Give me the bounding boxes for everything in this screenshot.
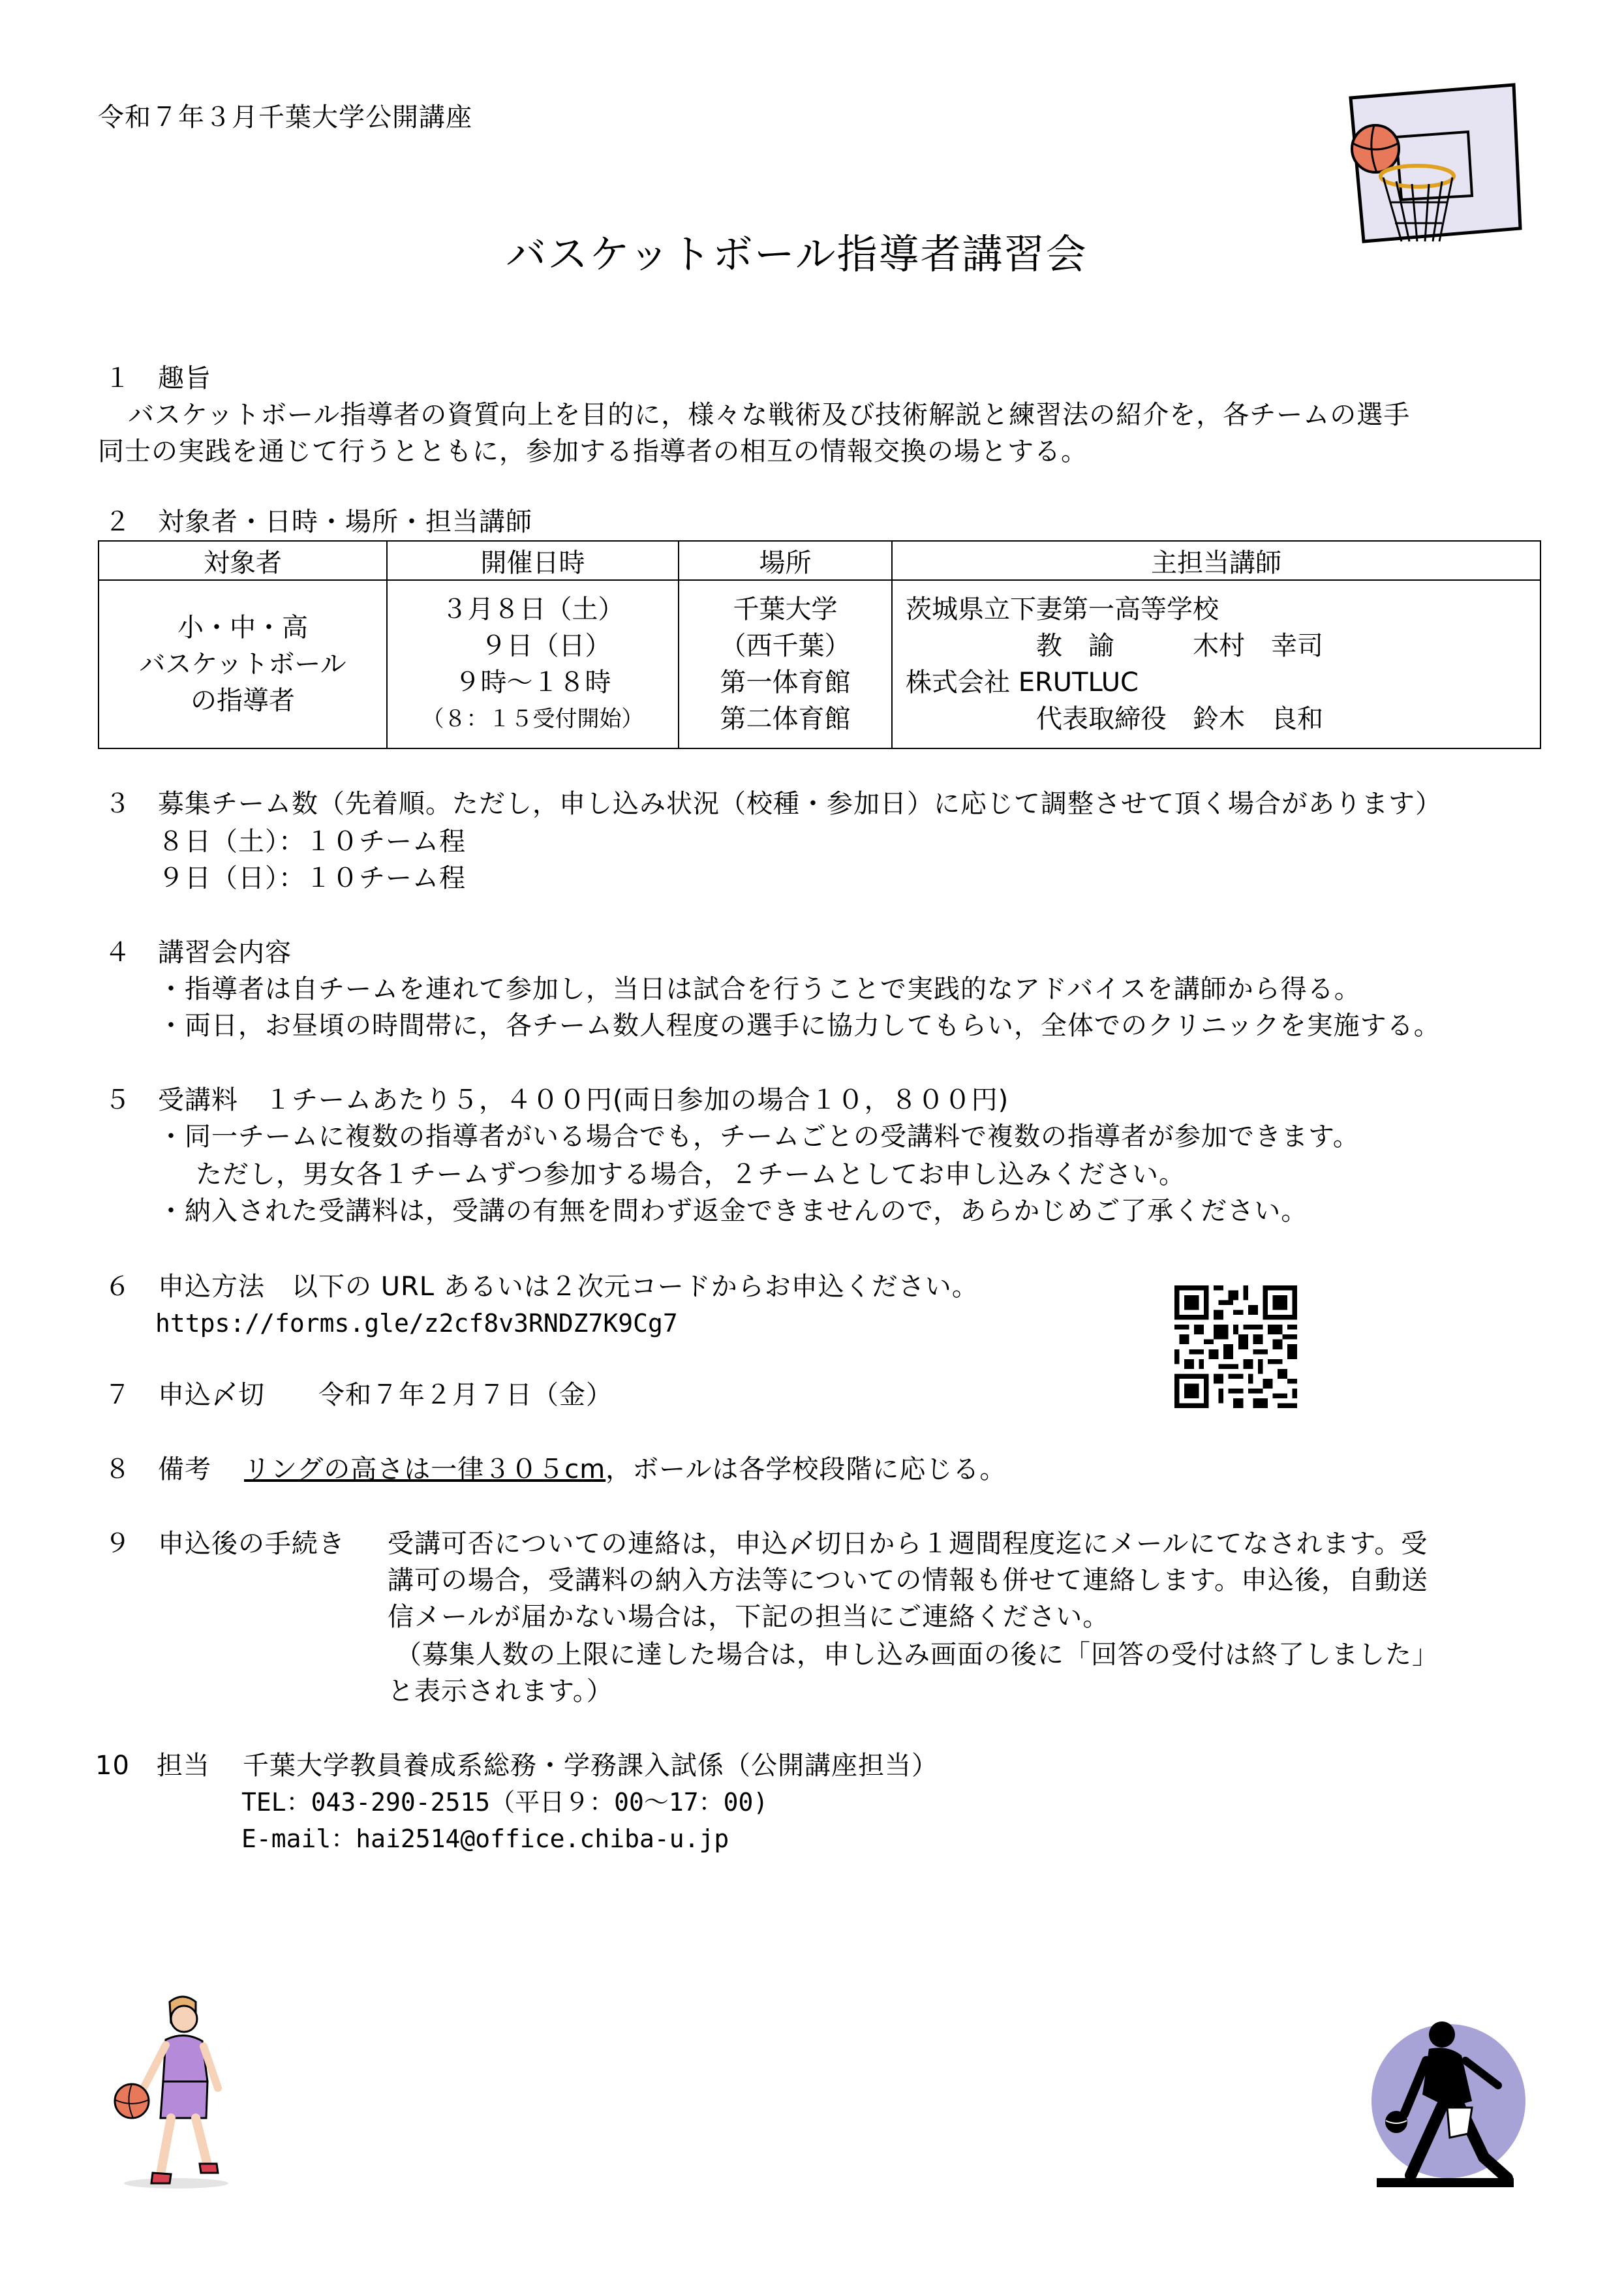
section6-heading: ６ 申込方法 以下の URL あるいは２次元コードからお申込ください。 bbox=[104, 1272, 979, 1302]
basketball-hoop-icon bbox=[1344, 78, 1527, 254]
table-cell-instructors: 茨城県立下妻第一高等学校 教 諭 木村 幸司 株式会社 ERUTLUC 代表取締役 鈴木 良和 bbox=[892, 580, 1540, 748]
schedule-table bbox=[98, 540, 1541, 749]
section5-line1: ・同一チームに複数の指導者がいる場合でも，チームごとの受講料で複数の指導者が参加できます。 bbox=[158, 1122, 1360, 1152]
table-cell-target: 小・中・高 バスケットボール の指導者 bbox=[99, 580, 387, 748]
section9-line1: 受講可否についての連絡は，申込〆切日から１週間程度迄にメールにてなされます。受 bbox=[388, 1529, 1428, 1559]
course-header: 令和７年３月千葉大学公開講座 bbox=[98, 102, 472, 132]
contact-phone: TEL：043-290-2515（平日９：00～17：00) bbox=[241, 1788, 769, 1817]
qr-code-icon[interactable] bbox=[1174, 1285, 1297, 1408]
section4-heading: ４ 講習会内容 bbox=[104, 938, 292, 968]
section5-line3: ・納入された受講料は，受講の有無を問わず返金できませんので，あらかじめご了承ください。 bbox=[158, 1196, 1308, 1226]
table-cell-datetime: ３月８日（土） ９日（日） ９時～１８時 （８：１５受付開始） bbox=[387, 580, 679, 748]
section4-line1: ・指導者は自チームを連れて参加し，当日は試合を行うことで実践的なアドバイスを講師から得る。 bbox=[158, 974, 1361, 1004]
table-header-datetime: 開催日時 bbox=[387, 541, 679, 580]
section9-line2: 講可の場合，受講料の納入方法等についての情報も併せて連絡します。申込後，自動送 bbox=[388, 1565, 1428, 1595]
section1-heading: １ 趣旨 bbox=[104, 363, 211, 393]
section7-deadline: ７ 申込〆切 令和７年２月７日（金） bbox=[104, 1380, 613, 1410]
section9-label: ９ 申込後の手続き bbox=[104, 1529, 345, 1559]
section10-line1: 千葉大学教員養成系総務・学務課入試係（公開講座担当） bbox=[243, 1751, 938, 1781]
section3-line1: ８日（土）：１０チーム程 bbox=[158, 827, 466, 857]
section1-line1: バスケットボール指導者の資質向上を目的に，様々な戦術及び技術解説と練習法の紹介を，各チームの選手 bbox=[128, 400, 1411, 430]
section5-line2: ただし，男女各１チームずつ参加する場合，２チームとしてお申し込みください。 bbox=[196, 1160, 1186, 1190]
contact-email[interactable]: E-mail：hai2514@office.chiba-u.jp bbox=[241, 1824, 729, 1853]
section1-line2: 同士の実践を通じて行うとともに，参加する指導者の相互の情報交換の場とする。 bbox=[98, 437, 1088, 467]
section9-line4: （募集人数の上限に達した場合は，申し込み画面の後に「回答の受付は終了しました」 bbox=[395, 1640, 1439, 1670]
table-header-instructor: 主担当講師 bbox=[892, 541, 1540, 580]
girl-dribbling-icon bbox=[98, 1990, 268, 2192]
section3-line2: ９日（日）：１０チーム程 bbox=[158, 863, 466, 893]
section8-note: リングの高さは一律３０５cm，ボールは各学校段階に応じる。 bbox=[244, 1454, 1007, 1484]
table-header-place: 場所 bbox=[679, 541, 892, 580]
section2-heading: ２ 対象者・日時・場所・担当講師 bbox=[104, 507, 532, 537]
table-cell-place: 千葉大学 （西千葉） 第一体育館 第二体育館 bbox=[679, 580, 892, 748]
table-header-target: 対象者 bbox=[99, 541, 387, 580]
page-title: バスケットボール指導者講習会 bbox=[506, 230, 1088, 278]
section9-line3: 信メールが届かない場合は，下記の担当にご連絡ください。 bbox=[388, 1602, 1110, 1632]
application-url-link[interactable]: https://forms.gle/z2cf8v3RNDZ7K9Cg7 bbox=[155, 1309, 678, 1338]
section10-label: 10 担当 bbox=[95, 1751, 210, 1781]
section5-heading: ５ 受講料 １チームあたり５，４００円(両日参加の場合１０，８００円) bbox=[104, 1085, 1009, 1115]
section3-heading: ３ 募集チーム数（先着順。ただし，申し込み状況（校種・参加日）に応じて調整させて頂く場合があります） bbox=[104, 789, 1442, 819]
player-silhouette-icon bbox=[1344, 2010, 1527, 2205]
section4-line2: ・両日，お昼頃の時間帯に，各チーム数人程度の選手に協力してもらい，全体でのクリニックを実施する。 bbox=[158, 1011, 1441, 1041]
section8-label: ８ 備考 bbox=[104, 1454, 211, 1484]
section9-line5: と表示されます。） bbox=[388, 1676, 613, 1706]
